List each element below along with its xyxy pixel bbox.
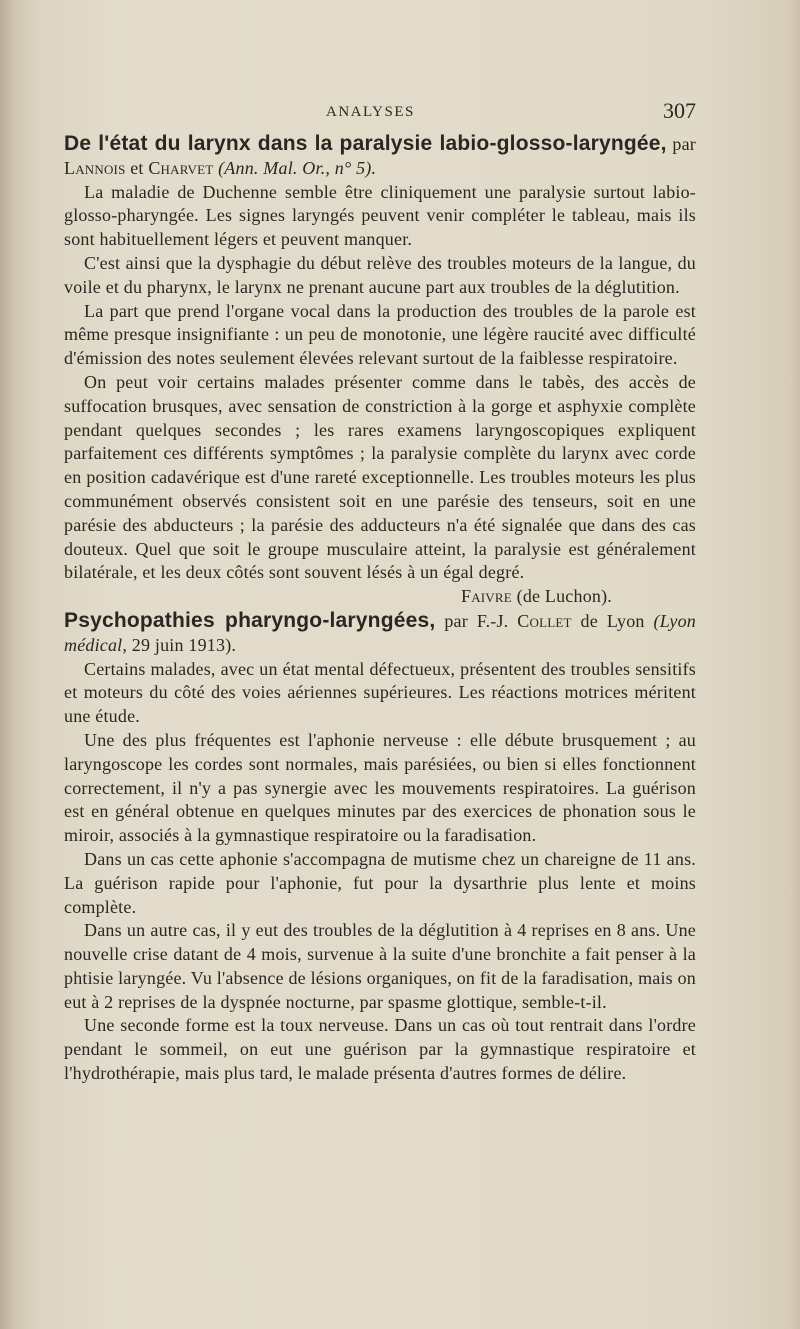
paragraph: Une des plus fréquentes est l'aphonie nerveuse : elle débute brusquement ; au laryngoscope les cordes sont normales, mais parésiées, ou bien si elles fonctionnent correctement, il n'y a pas synergie avec les mouvements respiratoires. La guérison est en général obtenue en quelques minutes par des exercices de phonation sous le miroir, associés à la gymnastique respiratoire ou la faradisation. [64, 729, 696, 846]
paragraph: La part que prend l'organe vocal dans la production des troubles de la parole est même presque insignifiante : un peu de monotonie, une légère raucité avec difficulté d'émission des notes seulement élevées relevant surtout de la faiblesse respiratoire. [64, 300, 696, 369]
article-heading [64, 609, 696, 658]
article-heading [64, 132, 696, 181]
paragraph: Dans un autre cas, il y eut des troubles de la déglutition à 4 reprises en 8 ans. Une nouvelle crise datant de 4 mois, survenue à la suite d'une bronchite a fait penser à la phtisie laryngée. Vu l'absence de lésions organiques, on fit de la faradisation, mais on eut à 2 reprises de la dyspnée nocturne, par spasme glottique, semble-t-il. [64, 920, 696, 1012]
running-header [64, 92, 696, 132]
author-location: de Lyon [580, 610, 645, 631]
paragraph: Certains malades, avec un état mental défectueux, présentent des troubles sensitifs et moteurs du côté des voies aériennes supérieures. Les réactions motrices méritent une étude. [64, 658, 696, 727]
by-word: par [444, 610, 468, 631]
author-name: F.-J. Collet [476, 610, 572, 631]
article-title: Psychopathies pharyngo-laryngées, [64, 608, 436, 632]
paragraph: Dans un cas cette aphonie s'accompagna de mutisme chez un chareigne de 11 ans. La guérison rapide pour l'aphonie, fut pour la dysarthrie plus lente et moins complète. [64, 848, 696, 917]
reviewer-name: Faivre [460, 586, 512, 607]
publication-date: 29 juin 1913). [131, 634, 237, 655]
paragraph: La maladie de Duchenne semble être cliniquement une paralysie surtout labio-glosso-pharyngée. Les signes laryngés peuvent venir compléter le tableau, mais ils sont habituellement légers et peuvent manquer. [64, 181, 696, 250]
journal-name: (Lyon médical, [64, 610, 697, 655]
author-name: Charvet [148, 157, 214, 178]
article-larynx-paralysie [64, 132, 696, 609]
paragraph: On peut voir certains malades présenter comme dans le tabès, des accès de suffocation brusques, avec sensation de constriction à la gorge et asphyxie complète pendant quelques secondes ; les rares examens laryngoscopiques expliquent parfaitement ces différents symptômes ; la paralysie complète du larynx avec corde en position cadavérique est d'une rareté exceptionnelle. Les troubles moteurs les plus communément observés consistent soit en une parésie des tenseurs, soit en une parésie des abducteurs ; la parésie des adducteurs n'a été signalée que dans des cas douteux. Quel que soit le groupe musculaire atteint, la paralysie est généralement bilatérale, et les deux côtés sont souvent lésés à un égal degré. [64, 371, 696, 583]
paragraph: Une seconde forme est la toux nerveuse. Dans un cas où tout rentrait dans l'ordre pendant le sommeil, on eut une guérison par la gymnastique respiratoire et l'hydrothérapie, mais plus tard, le malade présenta d'autres formes de délire. [64, 1015, 696, 1084]
page-number: 307 [663, 98, 696, 123]
reviewer-place: (de Luchon). [516, 586, 612, 607]
running-title: ANALYSES [326, 104, 415, 120]
paragraph: C'est ainsi que la dysphagie du début relève des troubles moteurs de la langue, du voile et du pharynx, le larynx ne prenant aucune part aux troubles de la déglutition. [64, 252, 696, 297]
author-name: Lannois [64, 157, 126, 178]
conjunction: et [130, 157, 144, 178]
article-title: De l'état du larynx dans la paralysie labio-glosso-laryngée, [64, 132, 667, 155]
article-psychopathies [64, 609, 696, 1086]
citation: (Ann. Mal. Or., n° 5). [218, 157, 377, 178]
page-content [64, 92, 696, 1086]
by-word: par [672, 134, 697, 154]
reviewer-signature [64, 585, 696, 609]
